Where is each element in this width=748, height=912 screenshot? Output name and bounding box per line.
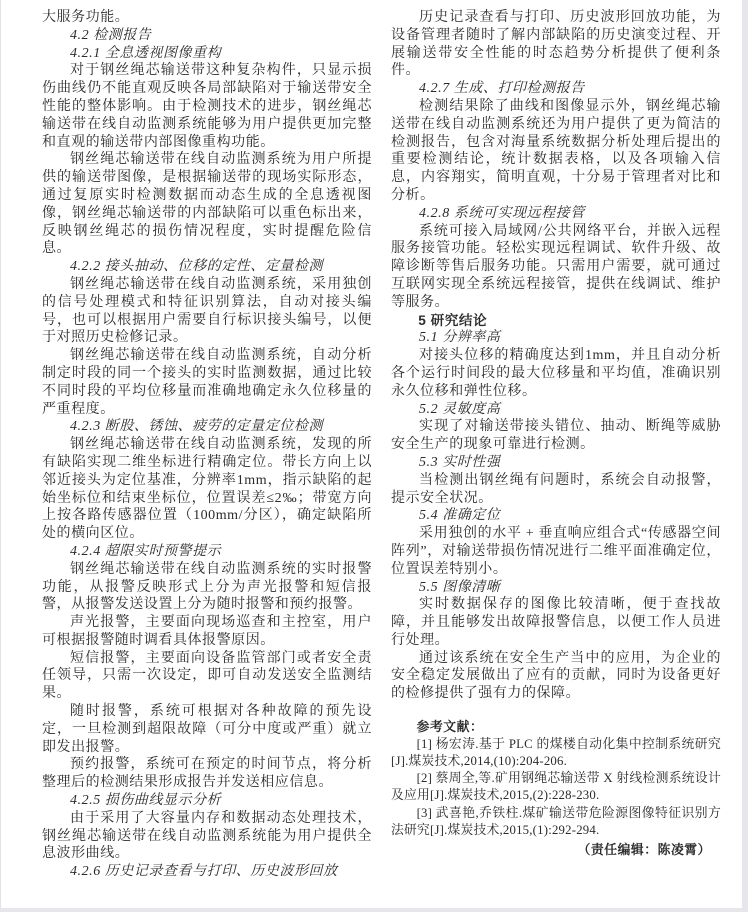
paragraph: 随时报警，系统可根据对各种故障的预先设定，一旦检测到超限故障（可分中度或严重）就立即发出报警。 xyxy=(42,704,372,755)
subsection-heading: 5.1 分辨率高 xyxy=(419,330,501,346)
references-heading: 参考文献： xyxy=(416,719,484,735)
paragraph: 钢丝绳芯输送带在线自动监测系统，自动分析制定时段的同一个接头的实时监测数据，通过比较不同时段的平均位移量而准确地确定永久位移量的严重程度。 xyxy=(42,348,372,417)
subsection-heading: 4.2.8 系统可实现远程接管 xyxy=(419,205,585,221)
subsection-heading: 4.2.7 生成、打印检测报告 xyxy=(419,81,585,97)
paragraph: 钢丝绳芯输送带在线自动监测系统，采用独创的信号处理模式和特征识别算法，自动对接头编号，也可以根据用户需要自行标识接头编号，以便于对照历史检修记录。 xyxy=(42,276,372,346)
paragraph: 当检测出钢丝绳有问题时，系统会自动报警，提示安全状况。 xyxy=(391,472,721,506)
subsection-heading: 5.2 灵敏度高 xyxy=(419,401,501,417)
paragraph: 通过该系统在安全生产当中的应用，为企业的安全稳定发展做出了应有的贡献，同时为设备更好的检修提供了强有力的保障。 xyxy=(391,650,721,702)
paragraph: 声光报警，主要面向现场巡查和主控室，用户可根据报警随时调看具体报警原因。 xyxy=(42,615,372,648)
paragraph: 系统可接入局域网/公共网络平台，并嵌入远程服务接管功能。轻松实现远程调试、软件升级、故障诊断等售后服务功能。只需用户需要，就可通过互联网实现全系统远程接管，提供在线调试、维护等服务。 xyxy=(391,223,721,310)
left-column xyxy=(42,9,372,881)
paragraph: 短信报警，主要面向设备监管部门或者安全责任领导，只需一次设定，即可自动发送安全监测结果。 xyxy=(42,650,372,702)
subsection-heading: 5.4 准确定位 xyxy=(419,508,501,524)
paragraph: 实现了对输送带接头错位、抽动、断绳等威胁安全生产的现象可靠进行检测。 xyxy=(391,419,721,453)
paragraph: 钢丝绳芯输送带在线自动监测系统，发现的所有缺陷实现二维坐标进行精确定位。带长方向上以邻近接头为定位基准，分辨率1mm，指示缺陷的起始坐标位和结束坐标位，位置误差≤2‰；带宽方向上按各路传感器位置（100mm/分区），确定缺陷所处的横向区位。 xyxy=(42,437,372,542)
subsection-heading: 4.2.2 接头抽动、位移的定性、定量检测 xyxy=(70,259,324,275)
two-column-layout xyxy=(42,9,721,881)
paragraph: 对接头位移的精确度达到1mm，并且自动分析各个运行时间段的最大位移量和平均值，准确识别永久位移和弹性位移。 xyxy=(391,348,721,399)
subsection-heading: 4.2.5 损伤曲线显示分析 xyxy=(70,793,222,809)
paragraph-continued: 大服务功能。 xyxy=(42,10,130,25)
subsection-heading: 4.2.3 断股、锈蚀、疲劳的定量定位检测 xyxy=(70,419,324,435)
subsection-heading: 5.5 图像清晰 xyxy=(419,579,501,595)
subsection-heading: 4.2.1 全息透视图像重构 xyxy=(70,45,222,61)
paragraph: 由于采用了大容量内存和数据动态处理技术，钢丝绳芯输送带在线自动监测系统能为用户提供全息波形曲线。 xyxy=(42,810,372,862)
subsection-heading: 4.2.4 超限实时预警提示 xyxy=(70,543,222,559)
reference-item: [2] 蔡周全,等.矿用钢绳芯输送带 X 射线检测系统设计及应用[J].煤炭技术,2015,(2):228-230. xyxy=(391,771,721,803)
paragraph: 采用独创的水平 + 垂直响应组合式“传感器空间阵列”，对输送带损伤情况进行二维平面准确定位，位置误差特别小。 xyxy=(391,526,721,577)
paragraph: 实时数据保存的图像比较清晰，便于查找故障，并且能够发出故障报警信息，以便工作人员进行处理。 xyxy=(391,597,721,648)
reference-item: [3] 武喜艳,乔铁柱.煤矿输送带危险源图像特征识别方法研究[J].煤炭技术,2015,(1):292-294. xyxy=(391,805,721,837)
reference-item: [1] 杨宏涛.基于 PLC 的煤楼自动化集中控制系统研究[J].煤炭技术,2014,(10):204-206. xyxy=(391,736,721,769)
paragraph: 预约报警，系统可在预定的时间节点，将分析整理后的检测结果形成报告并发送相应信息。 xyxy=(42,757,372,791)
editor-note: （责任编辑：陈凌霄） xyxy=(577,842,711,858)
paragraph: 对于钢丝绳芯输送带这种复杂构件，只显示损伤曲线仍不能直观反映各局部缺陷对于输送带安全性能的整体影响。由于检测技术的进步，钢丝绳芯输送带在线自动监测系统能够为用户提供更加完整和直观的输送带内部图像重构功能。 xyxy=(42,63,372,150)
paragraph: 钢丝绳芯输送带在线自动监测系统的实时报警功能，从报警反映形式上分为声光报警和短信报警，从报警发送设置上分为随时报警和预约报警。 xyxy=(42,561,372,613)
paragraph: 钢丝绳芯输送带在线自动监测系统为用户所提供的输送带图像，是根据输送带的现场实际形态，通过复原实时检测数据而动态生成的全息透视图像，钢丝绳芯输送带的内部缺陷可以重色标出来，反映钢丝绳芯的损伤情况程度，实时提醒危险信息。 xyxy=(42,152,372,257)
subsection-heading: 4.2 检测报告 xyxy=(70,27,152,43)
paragraph: 检测结果除了曲线和图像显示外，钢丝绳芯输送带在线自动监测系统还为用户提供了更为简洁的检测报告，包含对海量系统数据分析处理后提出的重要检测结论，统计数据表格，以及各项输入信息，内容翔实，简明直观，十分易于管理者对比和分析。 xyxy=(391,98,721,203)
paragraph: 历史记录查看与打印、历史波形回放功能，为设备管理者随时了解内部缺陷的历史演变过程、开展输送带安全性能的时态趋势分析提供了便利条件。 xyxy=(391,10,721,79)
subsection-heading: 4.2.6 历史记录查看与打印、历史波形回放 xyxy=(70,864,338,880)
section-heading: 5 研究结论 xyxy=(418,312,488,328)
subsection-heading: 5.3 实时性强 xyxy=(419,454,501,470)
right-column xyxy=(391,9,721,881)
